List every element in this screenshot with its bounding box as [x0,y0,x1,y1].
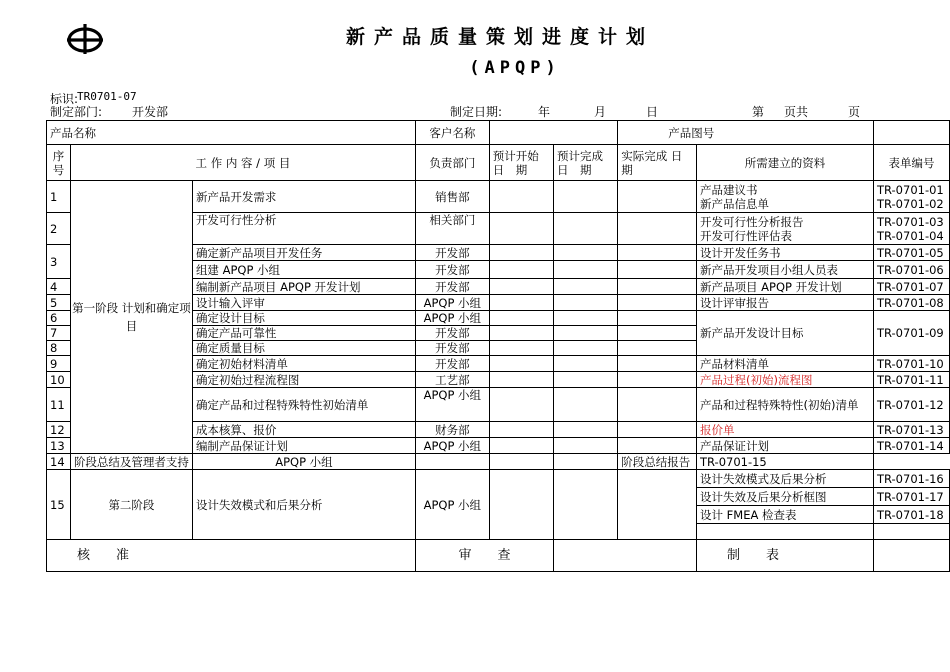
docs-header: 所需建立的资料 [697,145,874,181]
customer-name-value[interactable] [489,121,618,145]
dept-cell: 销售部 [415,181,489,213]
docs-cell: 设计评审报告 [697,295,874,311]
dept-cell: APQP 小组 [415,295,489,311]
seq-cell: 8 [47,341,71,356]
task-cell: 确定产品和过程特殊特性初始清单 [192,388,415,422]
plan-end-cell[interactable] [553,181,617,213]
form-cell: TR-0701-09 [873,311,949,356]
month-label: 月 [594,105,607,119]
product-name-label: 产品名称 [47,121,416,145]
plan-end-cell[interactable] [553,470,617,540]
plan-end-cell[interactable] [553,438,617,454]
form-cell: TR-0701-10 [873,356,949,372]
form-cell [873,181,949,213]
seq-cell: 14 [47,454,71,470]
actual-end-cell[interactable] [618,341,697,356]
form-cell: TR-0701-08 [873,295,949,311]
document-title: 新产品质量策划进度计划 [345,26,654,48]
form-cell: TR-0701-05 [873,245,949,261]
doc-item: 开发可行性分析报告 [700,214,804,229]
company-logo [62,22,108,56]
task-cell: 确定初始材料清单 [192,356,415,372]
review-signature[interactable] [553,540,696,572]
plan-start-cell[interactable] [489,213,553,245]
seq-cell: 4 [47,279,71,295]
form-cell [873,524,949,540]
actual-end-header: 实际完成 日 期 [618,145,697,181]
plan-end-cell[interactable] [553,356,617,372]
table-row [47,470,950,488]
plan-end-cell[interactable] [553,261,617,279]
plan-end-cell[interactable] [553,213,617,245]
docs-cell [697,181,874,213]
form-cell: TR-0701-11 [873,372,949,388]
date-label: 制定日期: [450,105,503,119]
form-cell: TR-0701-17 [873,488,949,506]
task-cell: 阶段总结及管理者支持 [70,454,192,470]
task-cell: 编制新产品项目 APQP 开发计划 [192,279,415,295]
plan-end-cell[interactable] [489,454,553,470]
docs-cell: 设计失效及后果分析框图 [697,488,874,506]
form-cell: TR-0701-14 [873,438,949,454]
plan-end-cell[interactable] [553,295,617,311]
dept-value: 开发部 [132,105,169,119]
actual-end-cell[interactable] [618,356,697,372]
plan-start-cell[interactable] [489,438,553,454]
plan-start-cell[interactable] [415,454,489,470]
doc-item: 产品建议书 [700,182,758,197]
doc-item: 新产品信息单 [700,196,769,211]
seq-cell: 3 [47,245,71,279]
seq-cell: 9 [47,356,71,372]
page-ye-gong-label: 页共 [784,105,809,119]
actual-end-cell[interactable] [618,279,697,295]
docs-cell: 产品材料清单 [697,356,874,372]
dept-cell: APQP 小组 [415,388,489,422]
dept-cell: APQP 小组 [192,454,415,470]
form-cell: TR-0701-13 [873,422,949,438]
dept-cell: 开发部 [415,326,489,341]
table-row [47,181,950,213]
seq-cell: 2 [47,213,71,245]
actual-end-cell[interactable] [618,470,697,540]
actual-end-cell[interactable] [618,311,697,326]
actual-end-cell[interactable] [618,213,697,245]
plan-start-cell[interactable] [489,470,553,540]
docs-cell: 设计开发任务书 [697,245,874,261]
plan-end-cell[interactable] [553,372,617,388]
column-header-row [47,145,950,181]
review-label: 审 查 [415,540,553,572]
plan-end-header: 预计完成 日 期 [553,145,617,181]
docs-cell: 新产品开发设计目标 [697,311,874,356]
year-label: 年 [538,105,551,119]
actual-end-cell[interactable] [618,261,697,279]
seq-cell: 5 [47,295,71,311]
id-value: TR0701-07 [77,90,137,103]
plan-start-cell[interactable] [489,311,553,326]
dept-cell: 开发部 [415,279,489,295]
form-cell: TR-0701-15 [697,454,874,470]
signature-row [47,540,950,572]
dept-cell: APQP 小组 [415,311,489,326]
form-no-header: 表单编号 [873,145,949,181]
docs-cell-highlighted: 报价单 [697,422,874,438]
plan-start-header: 预计开始 日 期 [489,145,553,181]
task-cell: 新产品开发需求 [192,181,415,213]
plan-start-cell[interactable] [489,341,553,356]
plan-start-cell[interactable] [489,295,553,311]
dept-cell: 开发部 [415,356,489,372]
plan-end-cell[interactable] [553,422,617,438]
form-item: TR-0701-03 [876,214,944,229]
plan-start-cell[interactable] [489,422,553,438]
docs-cell-highlighted: 产品过程(初始)流程图 [697,372,874,388]
doc-item: 开发可行性评估表 [700,228,792,243]
plan-start-cell[interactable] [489,181,553,213]
form-item: TR-0701-04 [876,228,944,243]
docs-cell: 新产品开发项目小组人员表 [697,261,874,279]
dept-cell: APQP 小组 [415,438,489,454]
form-cell: TR-0701-07 [873,279,949,295]
task-cell: 成本核算、报价 [192,422,415,438]
task-cell: 编制产品保证计划 [192,438,415,454]
task-cell: 设计输入评审 [192,295,415,311]
plan-start-cell[interactable] [489,356,553,372]
docs-cell: 新产品项目 APQP 开发计划 [697,279,874,295]
customer-name-label: 客户名称 [415,121,489,145]
seq-cell: 13 [47,438,71,454]
page-ye-label: 页 [848,105,861,119]
plan-end-cell[interactable] [553,245,617,261]
seq-cell: 7 [47,326,71,341]
stage-1-label: 第一阶段 计划和确定项目 [70,181,192,454]
product-drawing-label: 产品图号 [618,121,874,145]
plan-end-cell[interactable] [553,326,617,341]
dept-label: 制定部门: [50,105,103,119]
actual-end-cell[interactable] [618,422,697,438]
plan-end-cell[interactable] [553,388,617,422]
docs-cell: 产品和过程特殊特性(初始)清单 [697,388,874,422]
task-cell: 确定产品可靠性 [192,326,415,341]
actual-end-cell[interactable] [618,295,697,311]
make-signature[interactable] [873,540,949,572]
plan-start-cell[interactable] [489,245,553,261]
form-item: TR-0701-01 [876,182,944,197]
make-label: 制 表 [697,540,874,572]
form-item: TR-0701-02 [876,196,944,211]
dept-cell: 开发部 [415,245,489,261]
plan-start-cell[interactable] [489,279,553,295]
docs-cell: 产品保证计划 [697,438,874,454]
product-drawing-value[interactable] [873,121,949,145]
seq-cell: 12 [47,422,71,438]
plan-start-cell[interactable] [489,261,553,279]
plan-end-cell[interactable] [553,341,617,356]
docs-cell: 阶段总结报告 [618,454,697,470]
task-cell: 确定新产品项目开发任务 [192,245,415,261]
actual-end-cell[interactable] [618,326,697,341]
document-subtitle: (APQP) [469,58,561,78]
task-cell: 设计失效模式和后果分析 [192,470,415,540]
dept-header: 负责部门 [415,145,489,181]
seq-cell: 1 [47,181,71,213]
seq-cell: 6 [47,311,71,326]
actual-end-cell[interactable] [618,181,697,213]
dept-cell: 财务部 [415,422,489,438]
task-cell: 组建 APQP 小组 [192,261,415,279]
actual-end-cell[interactable] [618,438,697,454]
id-label: 标识: [50,92,79,106]
dept-cell: 开发部 [415,261,489,279]
docs-cell [697,213,874,245]
docs-cell: 设计 FMEA 检查表 [697,506,874,524]
task-cell: 确定质量目标 [192,341,415,356]
docs-cell: 设计失效模式及后果分析 [697,470,874,488]
form-cell: TR-0701-16 [873,470,949,488]
day-label: 日 [646,105,659,119]
form-cell: TR-0701-18 [873,506,949,524]
work-header: 工 作 内 容 / 项 目 [70,145,415,181]
seq-cell: 15 [47,470,71,540]
plan-end-cell[interactable] [553,311,617,326]
product-info-row [47,121,950,145]
seq-cell: 11 [47,388,71,422]
plan-start-cell[interactable] [489,388,553,422]
stage-2-label: 第二阶段 [70,470,192,540]
approve-label: 核 准 [47,540,416,572]
form-cell [873,213,949,245]
actual-end-cell[interactable] [618,372,697,388]
actual-end-cell[interactable] [618,245,697,261]
actual-end-cell[interactable] [553,454,617,470]
form-cell: TR-0701-06 [873,261,949,279]
task-cell: 确定设计目标 [192,311,415,326]
actual-end-cell[interactable] [618,388,697,422]
plan-start-cell[interactable] [489,326,553,341]
dept-cell: 开发部 [415,341,489,356]
dept-cell: 相关部门 [415,213,489,245]
plan-end-cell[interactable] [553,279,617,295]
seq-header: 序号 [47,145,71,181]
docs-cell [697,524,874,540]
seq-cell: 10 [47,372,71,388]
task-cell: 确定初始过程流程图 [192,372,415,388]
plan-start-cell[interactable] [489,372,553,388]
form-cell: TR-0701-12 [873,388,949,422]
dept-cell: APQP 小组 [415,470,489,540]
page-di-label: 第 [752,105,765,119]
task-cell: 开发可行性分析 [192,213,415,245]
apqp-plan-table [46,120,950,572]
table-row [47,454,950,470]
dept-cell: 工艺部 [415,372,489,388]
